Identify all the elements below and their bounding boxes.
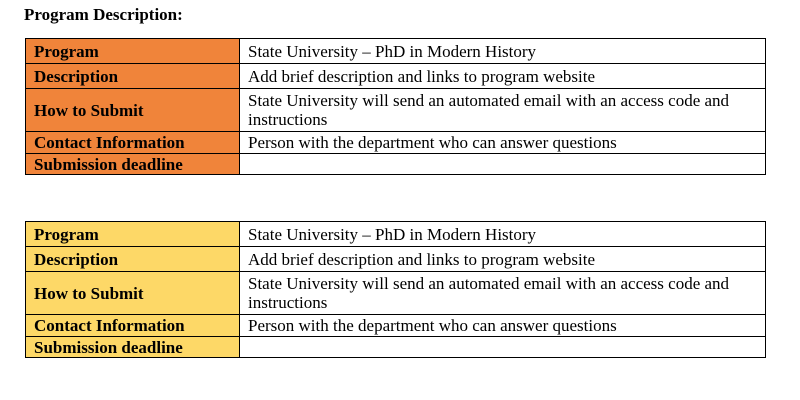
row-label-program: Program: [26, 39, 240, 64]
table-row: [26, 222, 766, 247]
row-label-program: Program: [26, 222, 240, 247]
row-label-submission-deadline: Submission deadline: [26, 337, 240, 358]
row-value-program: State University – PhD in Modern History: [240, 39, 766, 64]
row-value-submission-deadline: [240, 337, 766, 358]
row-value-how-to-submit: State University will send an automated email with an access code and instructions: [240, 272, 766, 315]
program-table-yellow: [25, 221, 766, 358]
table-row: [26, 132, 766, 154]
row-value-submission-deadline: [240, 154, 766, 175]
table-row: [26, 89, 766, 132]
row-value-how-to-submit: State University will send an automated email with an access code and instructions: [240, 89, 766, 132]
row-label-description: Description: [26, 247, 240, 272]
page-heading: Program Description:: [24, 5, 183, 24]
row-label-contact-information: Contact Information: [26, 315, 240, 337]
table-row: [26, 247, 766, 272]
row-value-description: Add brief description and links to program website: [240, 247, 766, 272]
table-row: [26, 154, 766, 175]
program-table-orange: [25, 38, 766, 175]
row-value-program: State University – PhD in Modern History: [240, 222, 766, 247]
table-row: [26, 39, 766, 64]
row-value-contact-information: Person with the department who can answer questions: [240, 132, 766, 154]
table-row: [26, 315, 766, 337]
row-label-how-to-submit: How to Submit: [26, 89, 240, 132]
row-value-contact-information: Person with the department who can answer questions: [240, 315, 766, 337]
row-value-description: Add brief description and links to program website: [240, 64, 766, 89]
table-row: [26, 272, 766, 315]
row-label-contact-information: Contact Information: [26, 132, 240, 154]
table-row: [26, 64, 766, 89]
row-label-submission-deadline: Submission deadline: [26, 154, 240, 175]
row-label-how-to-submit: How to Submit: [26, 272, 240, 315]
row-label-description: Description: [26, 64, 240, 89]
table-row: [26, 337, 766, 358]
